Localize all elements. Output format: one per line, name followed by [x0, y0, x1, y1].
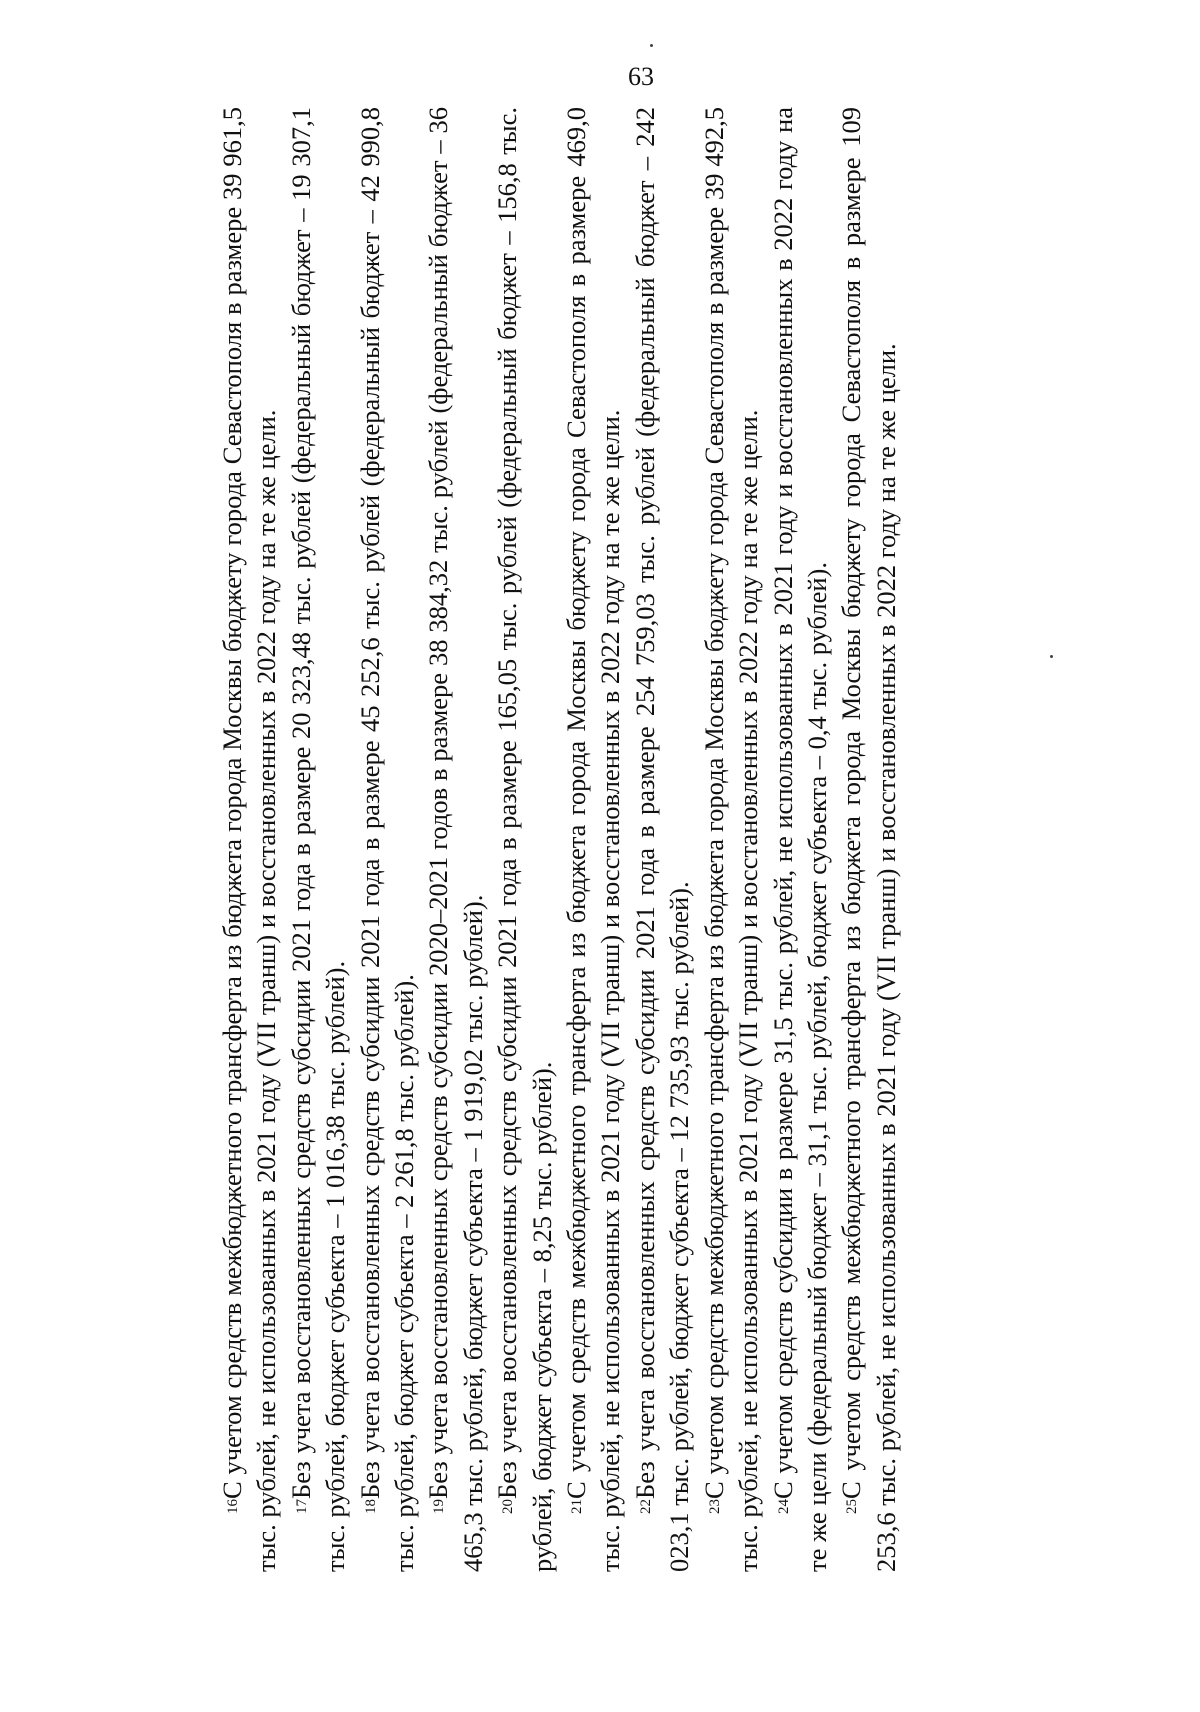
footnote-mark: 24 — [775, 1499, 792, 1514]
footnote-text: С учетом средств межбюджетного трансферта из бюджета города Москвы бюджету города Севастополя в размере 39 492,5 тыс. рублей, не использованных в 2021 году (VII транш) и восстановленных в 2022 году на те же цели. — [698, 107, 764, 1572]
footnote-19 — [421, 107, 490, 1572]
footnote-mark: 22 — [637, 1499, 654, 1514]
footnote-16 — [215, 107, 284, 1572]
scan-speck — [1050, 655, 1053, 658]
footnote-mark: 19 — [431, 1499, 448, 1514]
footnote-mark: 20 — [500, 1499, 517, 1514]
footnote-text: Без учета восстановленных средств субсидии 2021 года в размере 45 252,6 тыс. рублей (федеральный бюджет – 42 990,8 тыс. рублей, бюджет субъекта – 2 261,8 тыс. рублей). — [354, 107, 420, 1572]
footnote-text: Без учета восстановленных средств субсидии 2021 года в размере 20 323,48 тыс. рублей (федеральный бюджет – 19 307,1 тыс. рублей, бюджет субъекта – 1 016,38 тыс. рублей). — [285, 107, 351, 1572]
footnote-text: Без учета восстановленных средств субсидии 2021 года в размере 254 759,03 тыс. рублей (федеральный бюджет – 242 023,1 тыс. рублей, бюджет субъекта – 12 735,93 тыс. рублей). — [629, 107, 695, 1572]
footnotes-block — [215, 107, 903, 1572]
footnote-18 — [353, 107, 422, 1572]
footnote-22 — [628, 107, 697, 1572]
footnote-mark: 25 — [844, 1499, 861, 1514]
footnote-text: С учетом средств межбюджетного трансферта из бюджета города Москвы бюджету города Севастополя в размере 109 253,6 тыс. рублей, не использованных в 2021 году (VII транш) и восстановленных в 2022 году на те же цели. — [836, 107, 901, 1572]
page-number: 63 — [628, 62, 654, 91]
footnote-21 — [559, 107, 628, 1572]
scan-speck — [650, 44, 653, 47]
footnote-23 — [697, 107, 766, 1572]
footnote-mark: 21 — [569, 1499, 586, 1514]
footnote-20 — [490, 107, 559, 1572]
footnote-24 — [766, 107, 835, 1572]
footnote-mark: 17 — [293, 1499, 310, 1514]
footnote-25 — [834, 107, 903, 1572]
footnote-mark: 16 — [225, 1499, 241, 1514]
footnote-text: С учетом средств межбюджетного трансферта из бюджета города Москвы бюджету города Севастополя в размере 39 961,5 тыс. рублей, не использованных в 2021 году (VII транш) и восстановленных в 2022 году на те же цели. — [217, 107, 282, 1572]
footnote-17 — [284, 107, 353, 1572]
rotated-content — [215, 107, 903, 1572]
footnote-text: Без учета восстановленных средств субсидии 2020–2021 годов в размере 38 384,32 тыс. рублей (федеральный бюджет – 36 465,3 тыс. рублей, бюджет субъекта – 1 919,02 тыс. рублей). — [423, 107, 488, 1572]
footnote-mark: 18 — [362, 1499, 379, 1514]
footnote-mark: 23 — [706, 1499, 723, 1514]
footnote-text: С учетом средств межбюджетного трансферта из бюджета города Москвы бюджету города Севастополя в размере 469,0 тыс. рублей, не использованных в 2021 году (VII транш) и восстановленных в 2022 году на те же цели. — [561, 107, 626, 1572]
footnote-text: Без учета восстановленных средств субсидии 2021 года в размере 165,05 тыс. рублей (федеральный бюджет – 156,8 тыс. рублей, бюджет субъекта – 8,25 тыс. рублей). — [492, 107, 557, 1572]
footnote-text: С учетом средств субсидии в размере 31,5 тыс. рублей, не использованных в 2021 году и восстановленных в 2022 году на те же цели (федеральный бюджет – 31,1 тыс. рублей, бюджет субъекта – 0,4 тыс. рублей). — [767, 107, 832, 1572]
